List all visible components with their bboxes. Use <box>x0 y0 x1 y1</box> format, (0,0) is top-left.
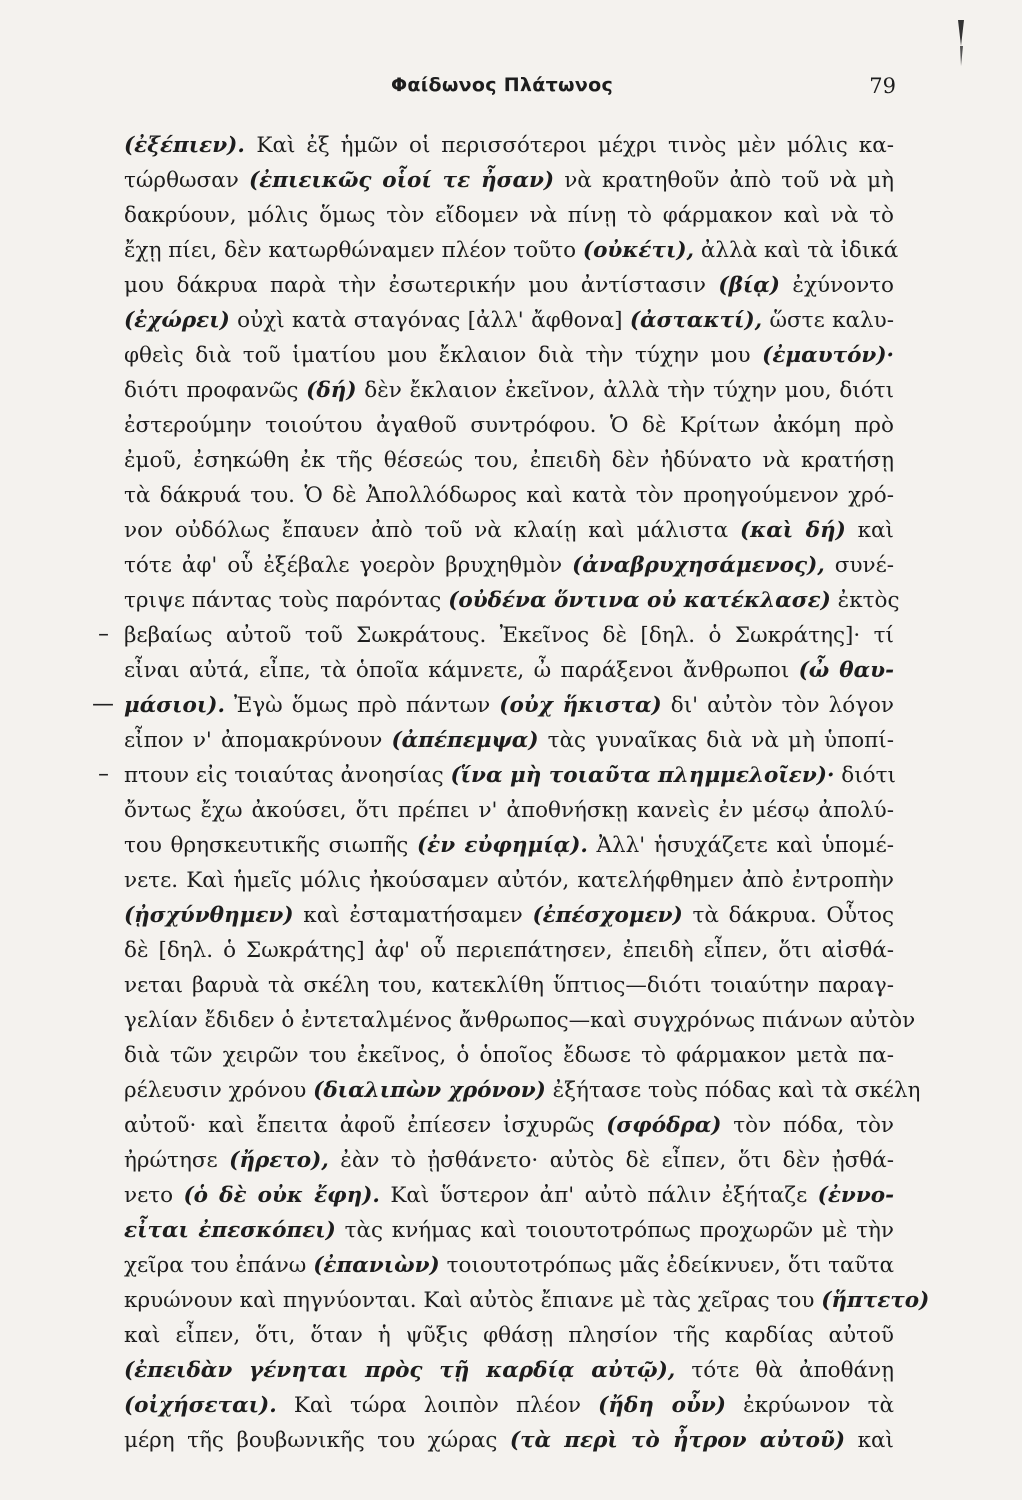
original-gloss: (ὦ θαυ- <box>798 658 894 683</box>
original-gloss: (ἐπειδὰν γένηται πρὸς τῇ καρδίᾳ αὐτῷ), <box>124 1358 676 1383</box>
translation-text: νον οὐδόλως ἔπαυεν ἀπὸ τοῦ νὰ κλαίῃ καὶ μάλιστα <box>124 518 740 543</box>
original-gloss: (οἰχήσεται). <box>124 1393 277 1418</box>
text-line <box>124 1003 916 1038</box>
translation-text: δι' αὐτὸν τὸν λόγον <box>661 693 895 718</box>
translation-text: διὰ τῶν χειρῶν του ἐκεῖνος, ὁ ὁποῖος ἔδωσε τὸ φάρμακον μετὰ πα- <box>124 1043 894 1068</box>
translation-text: μου δάκρυα παρὰ τὴν ἐσωτερικήν μου ἀντίστασιν <box>124 273 719 298</box>
translation-text: ἐξήτασε τοὺς πόδας καὶ τὰ σκέλη <box>545 1078 921 1103</box>
text-line <box>124 933 894 968</box>
text-line <box>124 303 894 338</box>
margin-mark: — <box>92 692 114 717</box>
translation-text: ἀλλὰ καὶ τὰ ἰδικά <box>694 238 899 263</box>
margin-mark: – <box>98 762 109 787</box>
original-gloss: (ἐπανιὼν) <box>313 1253 440 1278</box>
text-line <box>124 478 894 513</box>
original-gloss: (οὐκέτι), <box>582 238 695 263</box>
text-line <box>124 1423 894 1458</box>
text-line <box>124 268 894 303</box>
text-line <box>124 1353 894 1388</box>
text-line <box>124 828 894 863</box>
translation-text: καὶ ἐσταματήσαμεν <box>293 903 533 928</box>
original-gloss: (οὐδένα ὅντινα οὐ κατέκλασε) <box>448 588 831 613</box>
original-gloss: (ἐξέπιεν). <box>124 133 257 158</box>
original-gloss: εἶται ἐπεσκόπει) <box>124 1218 336 1243</box>
original-gloss: (ἐν εὐφημίᾳ). <box>416 833 588 858</box>
translation-text: νετε. Καὶ ἡμεῖς μόλις ἠκούσαμεν αὐτόν, κατελήφθημεν ἀπὸ ἐντροπὴν <box>124 868 894 893</box>
original-gloss: (ἐπέσχομεν) <box>532 903 683 928</box>
text-line <box>124 863 894 898</box>
text-line <box>124 1248 894 1283</box>
text-line <box>124 1388 894 1423</box>
translation-text: καὶ <box>845 518 894 543</box>
translation-text: ἠρώτησε <box>124 1148 230 1173</box>
original-gloss: (ἥπτετο) <box>821 1288 930 1313</box>
translation-text: ἐχύνοντο <box>779 273 894 298</box>
text-line <box>124 758 894 793</box>
translation-text: ἐὰν τὸ ᾐσθάνετο· αὐτὸς δὲ εἶπεν, ὅτι δὲν ᾐσθά- <box>328 1148 894 1173</box>
text-line <box>124 128 894 163</box>
translation-text: αὐτοῦ· καὶ ἔπειτα ἀφοῦ ἐπίεσεν ἰσχυρῶς <box>124 1113 607 1138</box>
text-line <box>124 1038 894 1073</box>
text-line <box>124 653 894 688</box>
translation-text: καὶ εἶπεν, ὅτι, ὅταν ἡ ψῦξις φθάσῃ πλησίον τῆς καρδίας αὐτοῦ <box>124 1323 894 1348</box>
original-gloss: (ἤρετο), <box>229 1148 329 1173</box>
text-line <box>124 1108 894 1143</box>
text-line <box>124 968 894 1003</box>
original-gloss: μάσιοι). <box>124 693 225 718</box>
text-line <box>124 373 894 408</box>
translation-text: εἶναι αὐτά, εἶπε, τὰ ὁποῖα κάμνετε, ὦ παράξενοι ἄνθρωποι <box>124 658 799 683</box>
translation-text: Ἐγὼ ὅμως πρὸ πάντων <box>224 693 500 718</box>
text-line <box>124 688 894 723</box>
translation-text: Ἀλλ' ἡσυχάζετε καὶ ὑπομέ- <box>587 833 895 858</box>
original-gloss: (τὰ περὶ τὸ ἦτρον αὐτοῦ) <box>509 1428 846 1453</box>
translation-text: νὰ κρατηθοῦν ἀπὸ τοῦ νὰ μὴ <box>554 168 894 193</box>
page-header <box>108 74 896 104</box>
translation-text: νετο <box>124 1183 184 1208</box>
translation-text: δὲν ἔκλαιον ἐκεῖνον, ἀλλὰ τὴν τύχην μου, διότι <box>356 378 894 403</box>
text-line <box>124 513 894 548</box>
translation-text: διότι προφανῶς <box>124 378 307 403</box>
text-line <box>124 163 894 198</box>
text-line <box>124 1213 894 1248</box>
translation-text: βεβαίως αὐτοῦ τοῦ Σωκράτους. Ἐκεῖνος δὲ [δηλ. ὁ Σωκράτης]· τί <box>124 623 894 648</box>
translation-text: δακρύουν, μόλις ὅμως τὸν εἴδομεν νὰ πίνῃ τὸ φάρμακον καὶ νὰ τὸ <box>124 203 894 228</box>
translation-text: συνέ- <box>824 553 894 578</box>
original-gloss: (σφόδρα) <box>606 1113 722 1138</box>
translation-text: φθεὶς διὰ τοῦ ἱματίου μου ἔκλαιον διὰ τὴν τύχην μου <box>124 343 763 368</box>
text-line <box>124 1143 894 1178</box>
translation-text: τοιουτοτρόπως μᾶς ἐδείκνυεν, ὅτι ταῦτα <box>439 1253 894 1278</box>
translation-text: ἐστερούμην τοιούτου ἀγαθοῦ συντρόφου. Ὁ δὲ Κρίτων ἀκόμη πρὸ <box>124 413 894 438</box>
translation-text: γελίαν ἔδιδεν ὁ ἐντεταλμένος ἄνθρωπος—καὶ συγχρόνως πιάνων αὐτὸν <box>124 1008 916 1033</box>
translation-text: χεῖρα του ἐπάνω <box>124 1253 314 1278</box>
translation-text: Καὶ ἐξ ἡμῶν οἱ περισσότεροι μέχρι τινὸς μὲν μόλις κα- <box>256 133 894 158</box>
original-gloss: (ὁ δὲ οὐκ ἔφη). <box>183 1183 380 1208</box>
translation-text: τότε ἀφ' οὗ ἐξέβαλε γοερὸν βρυχηθμὸν <box>124 553 573 578</box>
translation-text: τριψε πάντας τοὺς παρόντας <box>124 588 449 613</box>
translation-text: τότε θὰ ἀποθάνῃ <box>675 1358 894 1383</box>
translation-text: τὸν πόδα, τὸν <box>721 1113 894 1138</box>
translation-text: Καὶ ὕστερον ἀπ' αὐτὸ πάλιν ἐξήταζε <box>379 1183 818 1208</box>
translation-text: τὰς κνήμας καὶ τοιουτοτρόπως προχωρῶν μὲ τὴν <box>335 1218 894 1243</box>
original-gloss: (καὶ δή) <box>739 518 846 543</box>
original-gloss: (ᾐσχύνθημεν) <box>124 903 294 928</box>
original-gloss: (ἀστακτί), <box>629 308 763 333</box>
original-gloss: (ἐμαυτόν)· <box>762 343 894 368</box>
translation-text: μέρη τῆς βουβωνικῆς του χώρας <box>124 1428 510 1453</box>
pen-mark-icon <box>952 18 970 68</box>
running-title: Φαίδωνος Πλάτωνος <box>390 74 614 96</box>
original-gloss: (ἀναβρυχησάμενος), <box>572 553 825 578</box>
original-gloss: (ἀπέπεμψα) <box>391 728 539 753</box>
translation-text: καὶ <box>845 1428 894 1453</box>
original-gloss: (ἵνα μὴ τοιαῦτα πλημμελοῖεν)· <box>450 763 835 788</box>
original-gloss: (ἤδη οὖν) <box>598 1393 726 1418</box>
text-line <box>124 1283 930 1318</box>
translation-text: ἐκτὸς <box>830 588 900 613</box>
text-line <box>124 408 894 443</box>
translation-text: τὰ δάκρυα. Οὗτος <box>682 903 894 928</box>
text-line <box>124 583 900 618</box>
original-gloss: (ἐννο- <box>817 1183 894 1208</box>
translation-text: πτουν εἰς τοιαύτας ἀνοησίας <box>124 763 451 788</box>
translation-text: οὐχὶ κατὰ σταγόνας [ἀλλ' ἄφθονα] <box>229 308 630 333</box>
translation-text: Καὶ τώρα λοιπὸν πλέον <box>276 1393 599 1418</box>
text-line <box>124 1178 894 1213</box>
translation-text: ἔχῃ πίει, δὲν κατωρθώναμεν πλέον τοῦτο <box>124 238 583 263</box>
translation-text: ὄντως ἔχω ἀκούσει, ὅτι πρέπει ν' ἀποθνήσκῃ κανεὶς ἐν μέσῳ ἀπολύ- <box>124 798 894 823</box>
text-line <box>124 233 899 268</box>
original-gloss: (βίᾳ) <box>718 273 780 298</box>
translation-text: εἶπον ν' ἀπομακρύνουν <box>124 728 392 753</box>
translation-text: τὰ δάκρυά του. Ὁ δὲ Ἀπολλόδωρος καὶ κατὰ τὸν προηγούμενον χρό- <box>124 483 894 508</box>
original-gloss: (οὐχ ἥκιστα) <box>499 693 662 718</box>
translation-text: διότι <box>834 763 896 788</box>
page-number: 79 <box>869 74 896 98</box>
original-gloss: (ἐχώρει) <box>124 308 230 333</box>
text-line <box>124 443 894 478</box>
text-line <box>124 1073 921 1108</box>
original-gloss: (ἐπιεικῶς οἷοί τε ἦσαν) <box>248 168 555 193</box>
translation-text: ρέλευσιν χρόνου <box>124 1078 314 1103</box>
text-line <box>124 1318 894 1353</box>
margin-mark: – <box>98 622 109 647</box>
text-line <box>124 548 894 583</box>
body-text <box>124 128 930 1458</box>
text-line <box>124 618 894 653</box>
translation-text: δὲ [δηλ. ὁ Σωκράτης] ἀφ' οὗ περιεπάτησεν, ἐπειδὴ εἶπεν, ὅτι αἰσθά- <box>124 938 894 963</box>
translation-text: ἐκρύωνον τὰ <box>725 1393 894 1418</box>
translation-text: τώρθωσαν <box>124 168 249 193</box>
text-line <box>124 793 894 828</box>
text-line <box>124 338 894 373</box>
original-gloss: (διαλιπὼν χρόνον) <box>313 1078 546 1103</box>
translation-text: τὰς γυναῖκας διὰ νὰ μὴ ὑποπί- <box>538 728 894 753</box>
text-line <box>124 723 894 758</box>
translation-text: ὥστε καλυ- <box>762 308 894 333</box>
original-gloss: (δή) <box>306 378 357 403</box>
translation-text: ἐμοῦ, ἐσηκώθη ἐκ τῆς θέσεώς του, ἐπειδὴ δὲν ἠδύνατο νὰ κρατήσῃ <box>124 448 894 473</box>
translation-text: νεται βαρυὰ τὰ σκέλη του, κατεκλίθη ὕπτιος—διότι τοιαύτην παραγ- <box>124 973 894 998</box>
translation-text: του θρησκευτικῆς σιωπῆς <box>124 833 417 858</box>
text-line <box>124 898 894 933</box>
text-line <box>124 198 894 233</box>
translation-text: κρυώνουν καὶ πηγνύονται. Καὶ αὐτὸς ἔπιανε μὲ τὰς χεῖρας του <box>124 1288 822 1313</box>
